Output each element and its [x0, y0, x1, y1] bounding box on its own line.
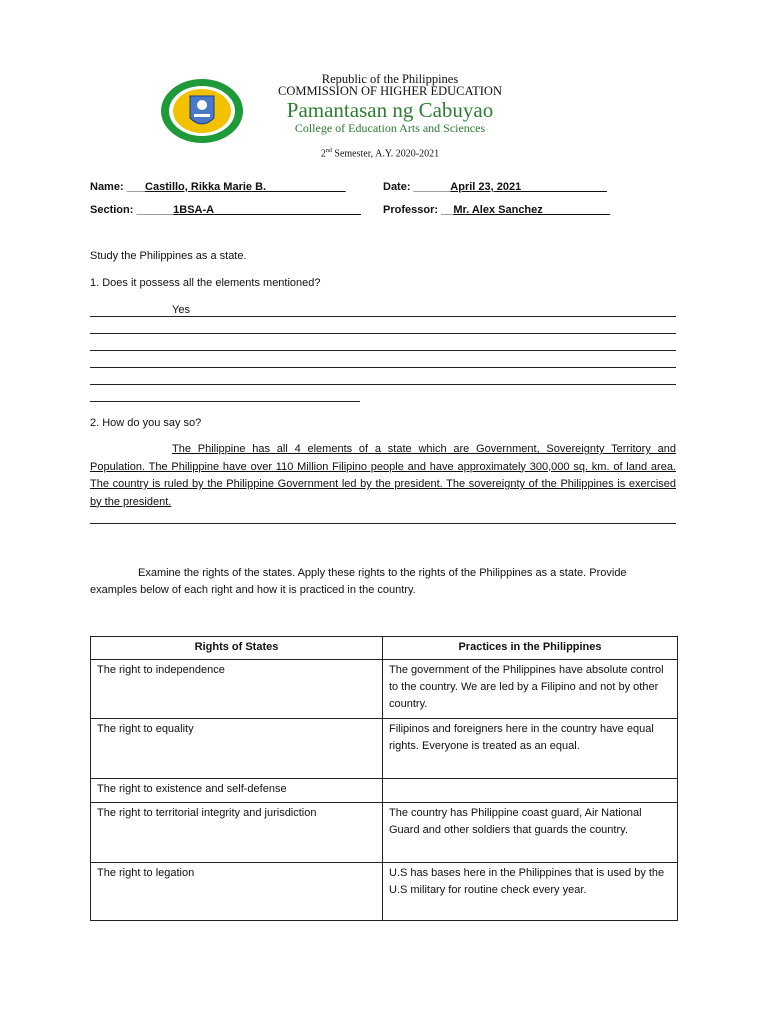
professor-field: Professor: __Mr. Alex Sanchez___________ [383, 204, 611, 216]
examine-instruction: Examine the rights of the states. Apply these rights to the rights of the Philippines as a state. Provide examples below of each right and how it is practiced in the country. [90, 567, 627, 596]
section-field: Section: ______1BSA-A________________________ [90, 204, 361, 216]
table-row [91, 660, 678, 719]
date-field: Date: ______April 23, 2021______________ [383, 181, 607, 193]
practice-cell: Filipinos and foreigners here in the country have equal rights. Everyone is treated as an equal. [383, 719, 678, 779]
semester-line: 2nd Semester, A.Y. 2020-2021 [320, 148, 440, 160]
question-1: 1. Does it possess all the elements mentioned? [90, 277, 321, 289]
republic-line: Republic of the Philippines [321, 72, 459, 86]
right-cell: The right to equality [91, 719, 383, 779]
table-row [91, 803, 678, 863]
answer-line [90, 316, 676, 317]
right-cell: The right to territorial integrity and jurisdiction [91, 803, 383, 863]
commission-line: COMMISSION OF HIGHER EDUCATION [278, 84, 502, 98]
practice-cell: The government of the Philippines have absolute control to the country. We are led by a Filipino and not by other country. [383, 660, 678, 719]
answer-line [90, 350, 676, 351]
answer-line [90, 333, 676, 334]
question-1-answer: Yes [172, 304, 190, 316]
university-name: Pamantasan ng Cabuyao [286, 98, 494, 122]
practice-cell: U.S has bases here in the Philippines that is used by the U.S military for routine check every year. [383, 863, 678, 921]
right-cell: The right to independence [91, 660, 383, 719]
table-row [91, 719, 678, 779]
right-cell: The right to existence and self-defense [91, 779, 383, 803]
answer-line [90, 367, 676, 368]
question-2: 2. How do you say so? [90, 417, 202, 429]
answer-line [90, 523, 676, 524]
table-row [91, 863, 678, 921]
rights-table [90, 636, 678, 921]
name-field: Name: ___Castillo, Rikka Marie B._____________ [90, 181, 346, 193]
table-row [91, 779, 678, 803]
practice-cell [383, 779, 678, 803]
column-header-rights: Rights of States [91, 637, 383, 660]
question-2-answer: The Philippine has all 4 elements of a state which are Government, Sovereignty Territory and Population. The Philippine have over 110 Million Filipino people and have approximately 300,000 sq. km. of land area. The country is ruled by the Philippine Government led by the president. The sovereignty of the Philippines is exercised by the president. [90, 443, 676, 508]
practice-cell: The country has Philippine coast guard, Air National Guard and other soldiers that guards the country. [383, 803, 678, 863]
answer-line [90, 401, 360, 402]
answer-line [90, 384, 676, 385]
right-cell: The right to legation [91, 863, 383, 921]
college-name: College of Education Arts and Sciences [294, 121, 486, 135]
table-header-row [91, 637, 678, 660]
instruction-text: Study the Philippines as a state. [90, 250, 247, 262]
column-header-practices: Practices in the Philippines [383, 637, 678, 660]
